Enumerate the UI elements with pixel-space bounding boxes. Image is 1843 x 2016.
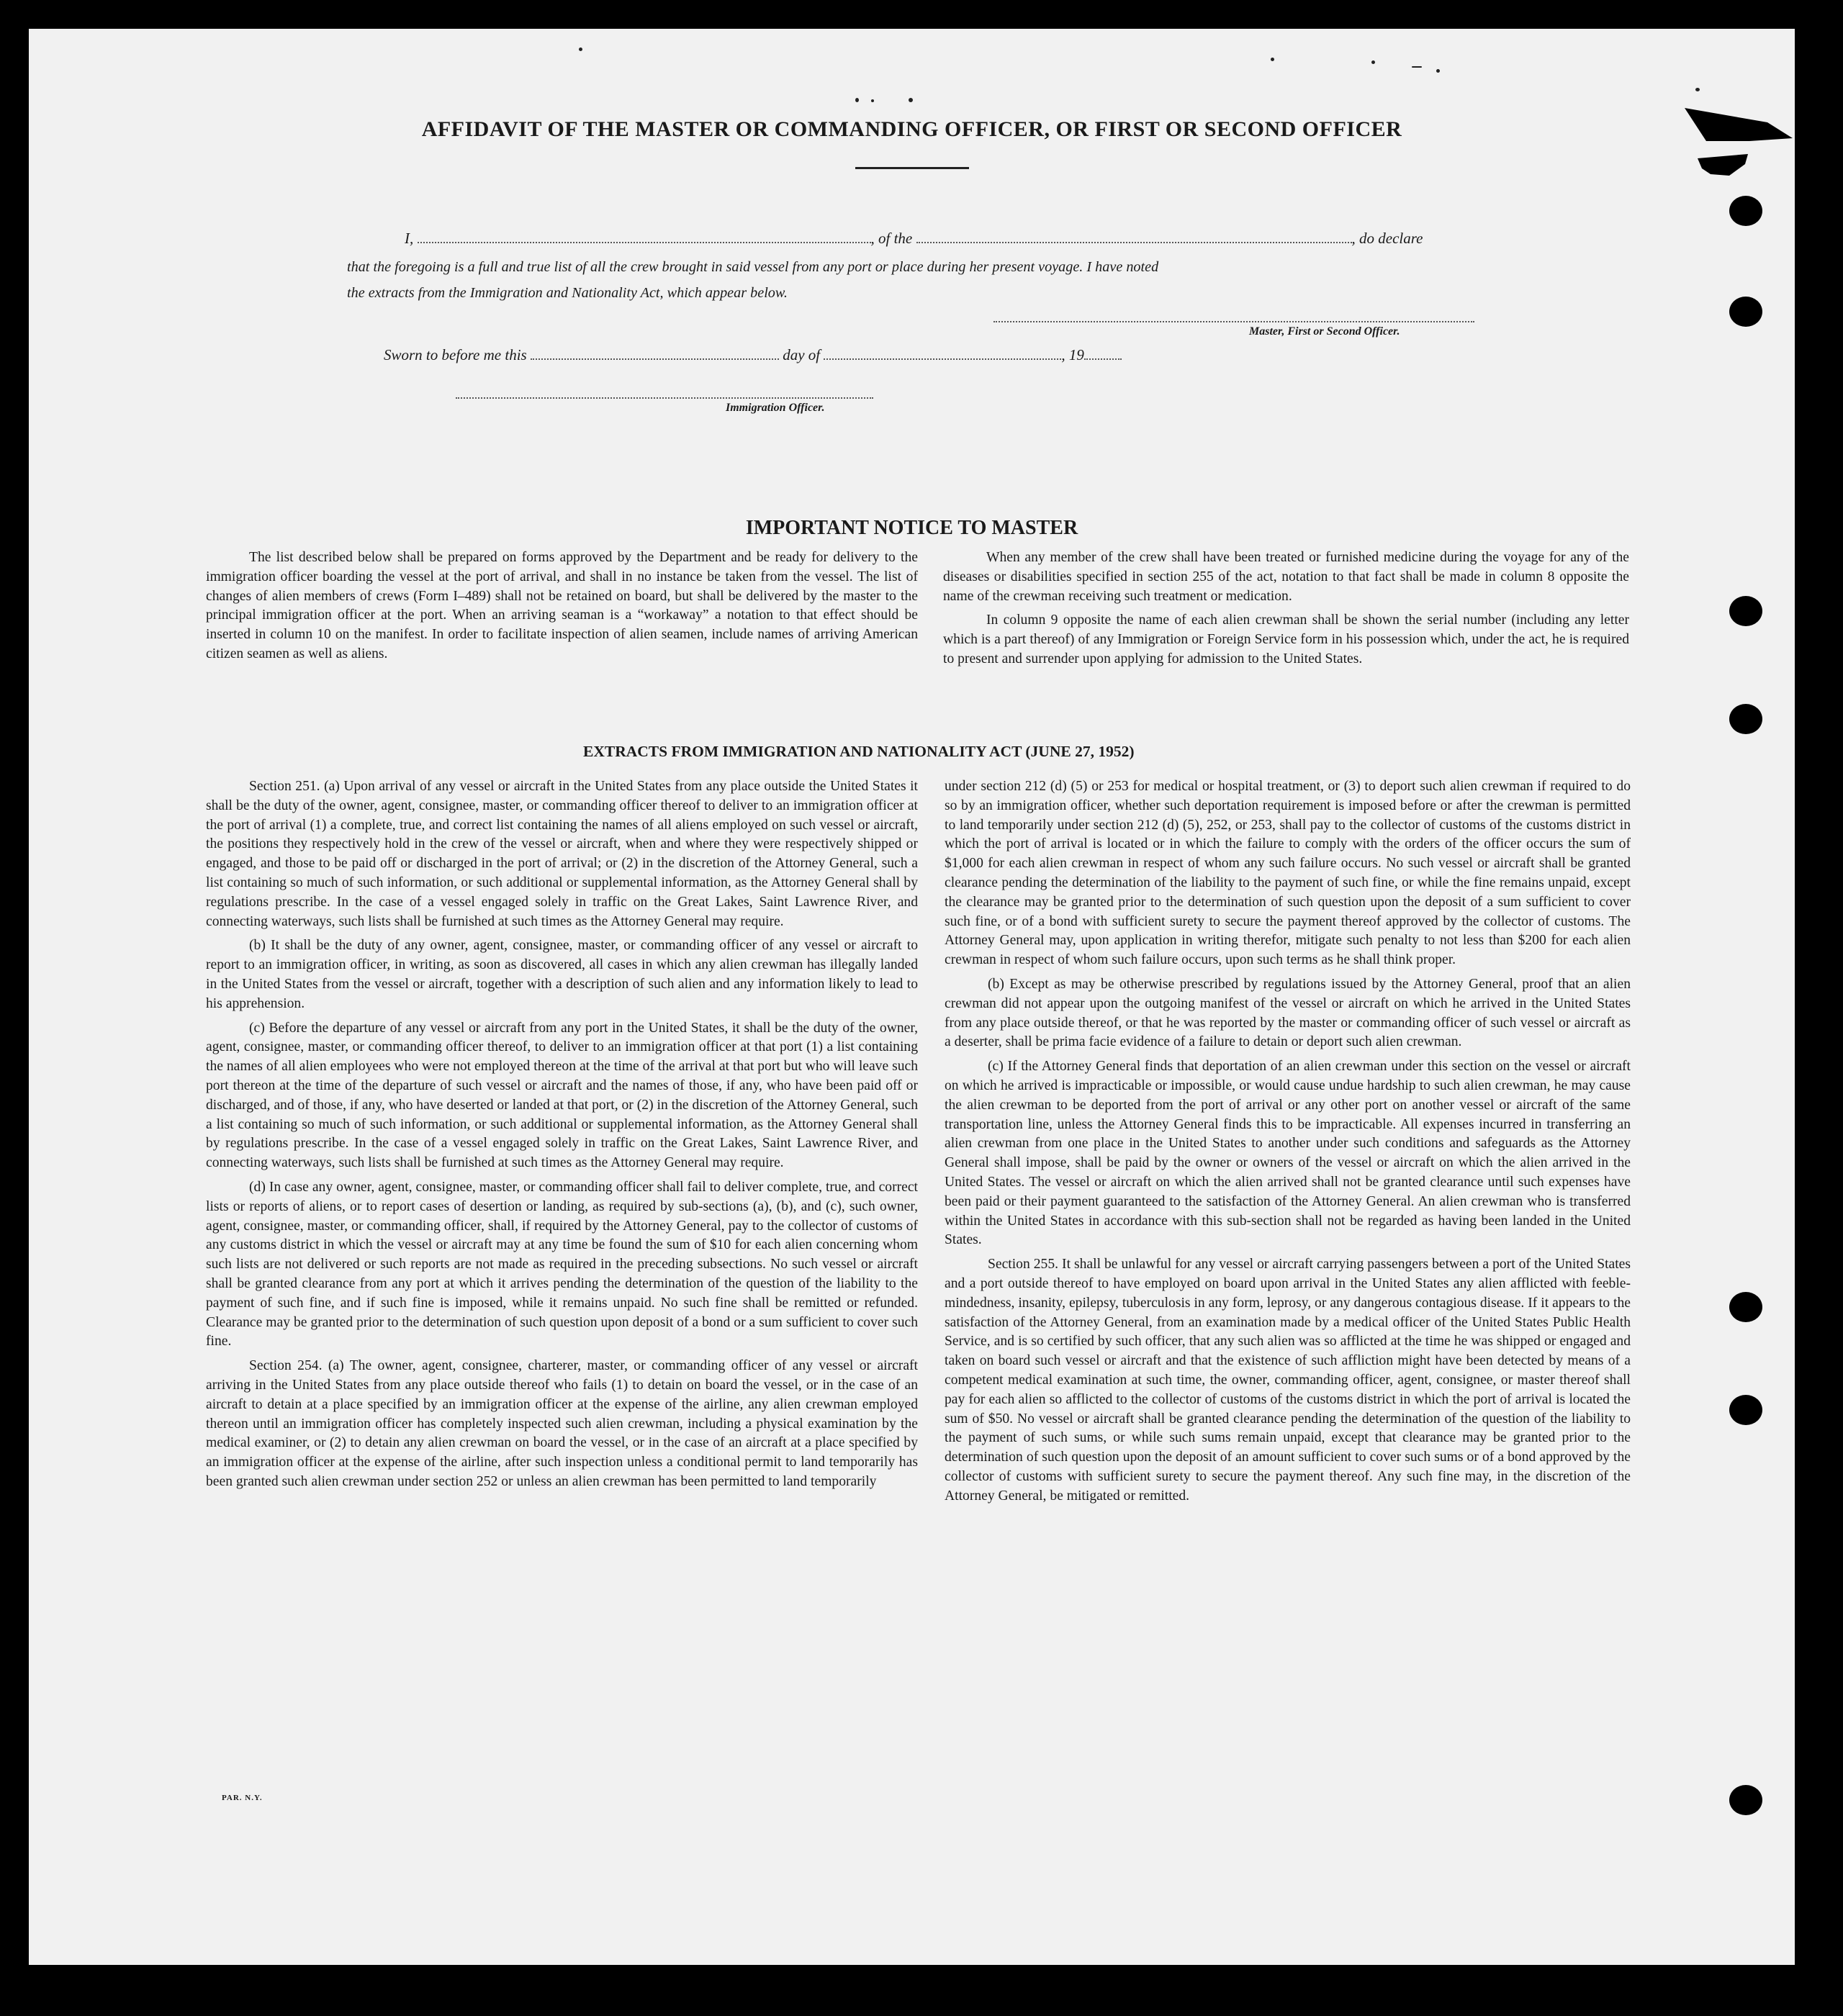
extracts-left-column — [206, 777, 918, 1492]
binder-hole — [1729, 704, 1762, 734]
scan-speck — [1371, 60, 1375, 64]
notice-right-paragraph: In column 9 opposite the name of each alien crewman shall be shown the serial number (including any letter which is a part thereof) of any Immigration or Foreign Service form in his possession which, under the act, he is required to present and surrender upon applying for admission to the United States. — [943, 613, 1629, 666]
day-blank[interactable] — [531, 345, 779, 360]
binder-hole — [1729, 1292, 1762, 1322]
binder-hole — [1729, 1785, 1762, 1815]
binder-hole — [1729, 1395, 1762, 1425]
name-blank[interactable] — [418, 229, 871, 243]
do-declare-label: , do declare — [1351, 230, 1423, 247]
scan-speck — [1436, 69, 1440, 73]
declaration-line-2: the extracts from the Immigration and Nationality Act, which appear below. — [347, 285, 788, 301]
scan-speck — [871, 99, 874, 102]
sworn-line — [384, 345, 1122, 364]
declaration-line-1: that the foregoing is a full and true list of all the crew brought in said vessel from any port or place during her present voyage. I have noted — [347, 259, 1159, 275]
of-the-label: , of the — [870, 230, 913, 247]
master-signature-label: Master, First or Second Officer. — [1249, 325, 1400, 338]
month-blank[interactable] — [824, 345, 1061, 360]
notice-left-column — [206, 548, 918, 664]
binder-hole — [1729, 596, 1762, 626]
binder-hole — [1729, 297, 1762, 327]
scan-speck — [909, 98, 913, 102]
officer-signature-label: Immigration Officer. — [726, 402, 825, 414]
affidavit-name-line — [405, 229, 1423, 248]
title-divider — [855, 167, 969, 169]
officer-signature-line[interactable] — [456, 397, 873, 399]
section-paragraph: Section 251. (a) Upon arrival of any vessel or aircraft in the United States from any place outside the United States it shall be the duty of the owner, agent, consignee, master, or commanding officer thereof to deliver to an immigration officer at the port of arrival (1) a complete, true, and correct list containing the names of all aliens employed on such vessel or aircraft, the positions they respectively hold in the crew of the vessel or aircraft, when and where they were respectively shipped or engaged, and those to be paid off or discharged in the port of arrival; or (2) in the discretion of the Attorney General, such a list containing so much of such information, or such additional or supplemental information, as the Attorney General shall by regulations prescribe. In the case of a vessel engaged solely in traffic on the Great Lakes, Saint Lawrence River, and connecting waterways, such lists shall be furnished at such times as the Attorney General may require. — [206, 779, 918, 929]
section-paragraph: (c) Before the departure of any vessel or aircraft from any port in the United States, it shall be the duty of the owner, agent, consignee, master, or commanding officer thereof, to deliver to an immigration officer at that port (1) a list containing the names of all alien employees who were not employed thereon at the time of the arrival at that port but who will leave such port thereon at the time of the departure of such vessel or aircraft and the names of those, if any, who have been paid off or discharged, and of those, if any, who have deserted or landed at that port, or (2) in the discretion of the Attorney General, such a list containing so much of such information, or such additional or supplemental information, as the Attorney General shall by regulations prescribe. In the case of a vessel engaged solely in traffic on the Great Lakes, Saint Lawrence River, and connecting waterways, such lists shall be furnished at such times as the Attorney General may require. — [206, 1020, 918, 1171]
scan-speck — [579, 48, 582, 51]
sworn-label: Sworn to before me this — [384, 346, 527, 363]
section-paragraph: (b) Except as may be otherwise prescribed by regulations issued by the Attorney General, proof that an alien crewman did not appear upon the outgoing manifest of the vessel or aircraft on which he arrived in the United States from any place outside thereof, or that he was reported by the master or commanding officer of such vessel or aircraft as a deserter, shall be prima facie evidence of a failure to detain or deport such alien crewman. — [945, 976, 1631, 1050]
affidavit-i-label: I, — [405, 230, 414, 247]
scan-speck — [1271, 58, 1274, 61]
section-paragraph: Section 254. (a) The owner, agent, consignee, charterer, master, or commanding officer of any vessel or aircraft arriving in the United States from any place outside thereof who fails (1) to detain on board the vessel, or in the case of an aircraft to detain at a place specified by an immigration officer at the expense of the airline, any alien crewman employed thereon until an immigration officer has completely inspected such alien crewman, including a physical examination by the medical examiner, or (2) to detain any alien crewman on board the vessel, or in the case of an aircraft at a place specified by an immigration officer at the expense of the airline, after such inspection unless a conditional permit to land temporarily has been granted such alien crewman under section 252 or unless an alien crewman has been permitted to land temporarily — [206, 1358, 918, 1489]
binder-hole — [1729, 196, 1762, 226]
scan-speck — [1412, 66, 1422, 68]
master-signature-line[interactable] — [993, 321, 1474, 322]
year-label: , 19 — [1061, 346, 1084, 363]
printer-mark: PAR. N.Y. — [222, 1794, 263, 1802]
notice-right-paragraph: When any member of the crew shall have been treated or furnished medicine during the voyage for any of the diseases or disabilities specified in section 255 of the act, notation to that fact shall be made in column 8 opposite the name of the crewman receiving such treatment or medication. — [943, 550, 1629, 604]
affidavit-title: AFFIDAVIT OF THE MASTER OR COMMANDING OFFICER, OR FIRST OR SECOND OFFICER — [421, 117, 1402, 141]
notice-left-paragraph: The list described below shall be prepared on forms approved by the Department and be ready for delivery to the immigration officer boarding the vessel at the port of arrival, and shall in no instance be taken from the vessel. The list of changes of alien members of crews (Form I–489) shall not be retained on board, but shall be delivered by the master to the principal immigration officer at the port. When an arriving seaman is a “workaway” a notation to that effect should be inserted in column 10 on the manifest. In order to facilitate inspection of alien seamen, include names of arriving American citizen seamen as well as aliens. — [206, 550, 918, 661]
section-paragraph: (d) In case any owner, agent, consignee, master, or commanding officer shall fail to deliver complete, true, and correct lists or reports of aliens, or to report cases of desertion or landing, as required by sub-sections (a), (b), and (c), such owner, agent, consignee, master, or commanding officer, shall, if required by the Attorney General, pay to the collector of customs of any customs district in which the vessel or aircraft may at any time be found the sum of $10 for each alien concerning whom such lists are not delivered or such reports are not made as required in the preceding subsections. No such vessel or aircraft shall be granted clearance from any port at which it arrives pending the determination of the question of the liability to the payment of such fine, and if such fine is imposed, while it remains unpaid. No such fine shall be remitted or refunded. Clearance may be granted prior to the determination of such question upon deposit of a bond or a sum sufficient to cover such fine. — [206, 1179, 918, 1350]
form-sheet — [29, 29, 1795, 1965]
scan-speck — [855, 98, 859, 102]
year-blank[interactable] — [1084, 345, 1122, 360]
section-paragraph: Section 255. It shall be unlawful for any vessel or aircraft carrying passengers between a port of the United States and a port outside thereof to have employed on board upon arrival in the United States any alien afflicted with feeble-mindedness, insanity, epilepsy, tuberculosis in any form, leprosy, or any dangerous contagious disease. If it appears to the satisfaction of the Attorney General, from an examination made by a medical officer of the United States Public Health Service, and is so certified by such officer, that any such alien was so afflicted at the time he was shipped or engaged and taken on board such vessel or aircraft and that the existence of such affliction might have been detected by means of a competent medical examination at such time, the owner, commanding officer, agent, consignee, or master thereof shall pay for each alien so afflicted to the collector of customs of the customs district in which the port of arrival is located the sum of $50. No vessel or aircraft shall be granted clearance pending the determination of the question of the liability to the payment of such sums, or while such sums remain unpaid, except that clearance may be granted prior to the determination of such question upon the deposit of an amount sufficient to cover such sums or of a bond approved by the collector of customs with sufficient surety to secure the payment thereof. Any such fine may, in the discretion of the Attorney General, be mitigated or remitted. — [945, 1257, 1631, 1504]
vessel-blank[interactable] — [916, 229, 1352, 243]
extracts-title: EXTRACTS FROM IMMIGRATION AND NATIONALITY ACT (JUNE 27, 1952) — [583, 743, 1135, 760]
day-of-label: day of — [783, 346, 821, 363]
section-paragraph: under section 212 (d) (5) or 253 for medical or hospital treatment, or (3) to deport such alien crewman if required to do so by an immigration officer, whether such deportation requirement is imposed before or after the crewman is permitted to land temporarily under section 212 (d) (5), 252, or 253, shall pay to the collector of customs of the customs district in which the port of arrival is located or in which the failure to comply with the orders of the officer occurs the sum of $1,000 for each alien crewman in respect of whom any such failure occurs. No such vessel or aircraft shall be granted clearance pending the determination of the liability to the payment of such fine, or while the fine remains unpaid, except the clearance may be granted prior to the determination of such question upon the deposit of a sum sufficient to cover such fine, or of a bond with sufficient surety to secure the payment thereof approved by the collector of customs. The Attorney General may, upon application in writing therefor, mitigate such penalty to not less than $200 for each alien crewman in respect of whom such failure occurs, upon such terms as he shall think proper. — [945, 779, 1631, 968]
notice-right-column — [943, 548, 1629, 669]
section-paragraph: (b) It shall be the duty of any owner, agent, consignee, master, or commanding officer of any vessel or aircraft to report to an immigration officer, in writing, as soon as discovered, all cases in which any alien crewman has illegally landed in the United States from the vessel or aircraft, together with a description of such alien and any information likely to lead to his apprehension. — [206, 938, 918, 1011]
extracts-right-column — [945, 777, 1631, 1506]
section-paragraph: (c) If the Attorney General finds that deportation of an alien crewman under this section on the vessel or aircraft on which he arrived is impracticable or impossible, or would cause undue hardship to such alien crewman, he may cause the alien crewman to be deported from the port of arrival or any other port on another vessel or aircraft of the same transportation line, unless the Attorney General finds this to be impracticable. All expenses incurred in transferring an alien crewman from one place in the United States to another under such conditions and safeguards as the Attorney General shall impose, shall be paid by the owner or owners of the vessel or aircraft on which the alien arrived in the United States. The vessel or aircraft on which the alien arrived shall not be granted clearance until such expenses have been paid or their payment guaranteed to the satisfaction of the Attorney General. An alien crewman who is transferred within the United States in accordance with this sub-section shall not be regarded as having been landed in the United States. — [945, 1059, 1631, 1248]
notice-title: IMPORTANT NOTICE TO MASTER — [745, 517, 1078, 539]
